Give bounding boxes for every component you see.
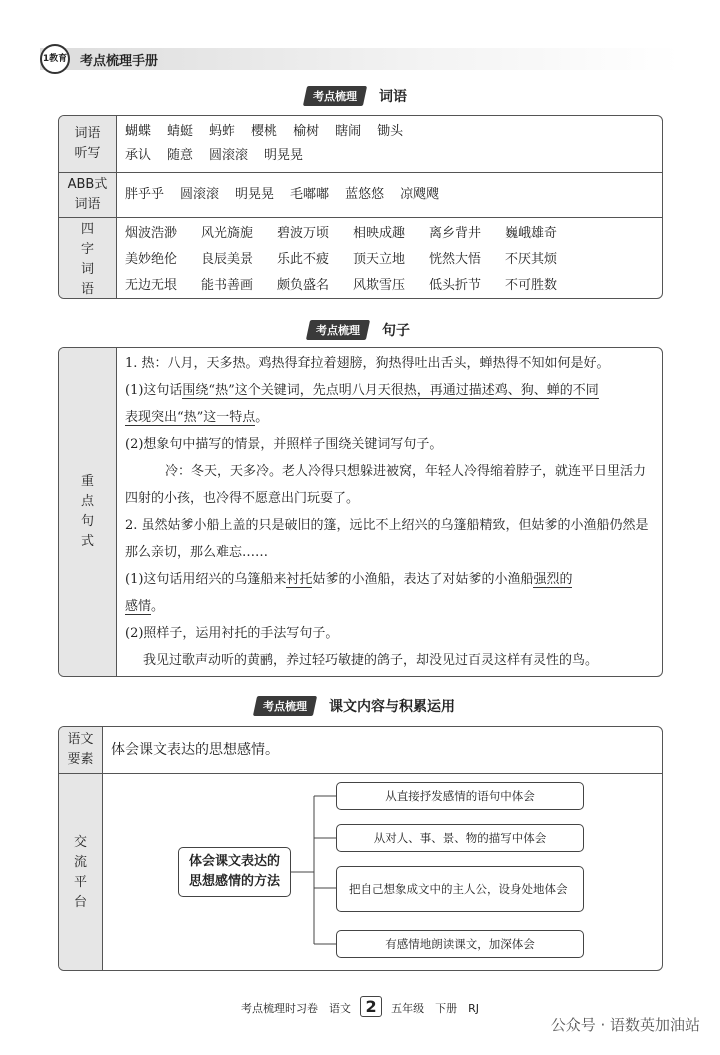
word: 承认 (125, 148, 152, 163)
section-title-content: 考点梳理 课文内容与积累运用 (255, 696, 455, 716)
word: 巍峨雄奇 (505, 226, 558, 241)
word: 蚂蚱 (209, 124, 236, 139)
task-1: (2)想象句中描写的情景，并照样子围绕关键词写句子。 (125, 437, 443, 452)
footer: 考点梳理时习卷 语文 2 五年级 下册 RJ (240, 997, 480, 1016)
word: 榆树 (293, 124, 320, 139)
word: 圆滚滚 (180, 187, 220, 202)
word: 明晃晃 (264, 148, 304, 163)
section-title-sentences: 考点梳理 句子 (308, 320, 410, 340)
row-label: 语文要素 (67, 732, 94, 767)
word: 相映成趣 (353, 226, 406, 241)
section-tag: 考点梳理 (303, 86, 367, 106)
word: 风欺雪压 (353, 278, 406, 293)
word: 离乡背井 (429, 226, 482, 241)
word: 颇负盛名 (277, 278, 330, 293)
word: 无边无垠 (125, 278, 178, 293)
row-label: 词语听写 (74, 126, 101, 161)
section-tag: 考点梳理 (306, 320, 370, 340)
word: 碧波万顷 (277, 226, 330, 241)
word: 不可胜数 (505, 278, 558, 293)
word: 烟波浩渺 (125, 226, 178, 241)
word: 蝴蝶 (125, 124, 152, 139)
word: 风光旖旎 (201, 226, 254, 241)
watermark: 公众号 · 语数英加油站 (550, 1016, 700, 1034)
flow-branch-node: 把自己想象成文中的主人公，设身处地体会 (336, 866, 584, 912)
word: 能书善画 (201, 278, 254, 293)
word: 明晃晃 (235, 187, 275, 202)
flow-branch-node: 从直接抒发感情的语句中体会 (336, 782, 584, 810)
word: 圆滚滚 (209, 148, 249, 163)
sentence-1: 1. 热：八月，天多热。鸡热得耷拉着翅膀，狗热得吐出舌头，蝉热得不知如何是好。 (125, 356, 610, 371)
flow-center-node: 体会课文表达的思想感情的方法 (178, 847, 291, 897)
word: 美妙绝伦 (125, 252, 178, 267)
task-2: (2)照样子，运用衬托的手法写句子。 (125, 626, 339, 641)
section-tag: 考点梳理 (253, 696, 317, 716)
word: 低头折节 (429, 278, 482, 293)
row-label: 交流平台 (73, 834, 87, 910)
flow-branch-node: 有感情地朗读课文，加深体会 (336, 930, 584, 958)
header-title: 考点梳理手册 (80, 54, 159, 69)
word: 随意 (167, 148, 194, 163)
answer-1: 冷：冬天，天多冷。老人冷得只想躲进被窝，年轻人冷得缩着脖子，就连平日里活力四射的小孩，也冷得不愿意出门玩耍了。 (125, 464, 647, 506)
logo: 1教育 (40, 44, 70, 74)
answer-2: 我见过歌声动听的黄鹂，养过轻巧敏捷的鸽子，却没见过百灵这样有灵性的鸟。 (143, 653, 599, 668)
element-text: 体会课文表达的思想感情。 (111, 742, 279, 758)
word: 瞎闹 (335, 124, 362, 139)
word: 乐此不疲 (277, 252, 330, 267)
word: 良辰美景 (201, 252, 254, 267)
row-label: 重点句式 (80, 474, 94, 549)
word: 蓝悠悠 (345, 187, 385, 202)
sentence-2: 2. 虽然姑爹小船上盖的只是破旧的篷，远比不上绍兴的乌篷船精致，但姑爹的小渔船仍然是那么亲切，那么难忘…… (125, 518, 649, 560)
word: 不厌其烦 (505, 252, 558, 267)
flow-branch-node: 从对人、事、景、物的描写中体会 (336, 824, 584, 852)
word: 蜻蜓 (167, 124, 194, 139)
word: 毛嘟嘟 (290, 187, 330, 202)
row-label: ABB式词语 (67, 177, 108, 212)
analysis-2: (1)这句话用绍兴的乌篷船来衬托姑爹的小渔船，表达了对姑爹的小渔船强烈的 感情。 (125, 572, 573, 614)
section-title-words: 考点梳理 词语 (305, 86, 407, 106)
word: 顶天立地 (353, 252, 406, 267)
word: 樱桃 (251, 124, 278, 139)
word: 胖乎乎 (125, 187, 165, 202)
row-label: 四字词语 (80, 222, 94, 297)
word: 锄头 (377, 124, 404, 139)
word: 恍然大悟 (429, 252, 482, 267)
analysis-1: (1)这句话围绕“热”这个关键词，先点明八月天很热，再通过描述鸡、狗、蝉的不同 表现突出“热”这一特点。 (125, 383, 599, 425)
page-number: 2 (360, 996, 381, 1017)
word: 凉飕飕 (400, 187, 440, 202)
